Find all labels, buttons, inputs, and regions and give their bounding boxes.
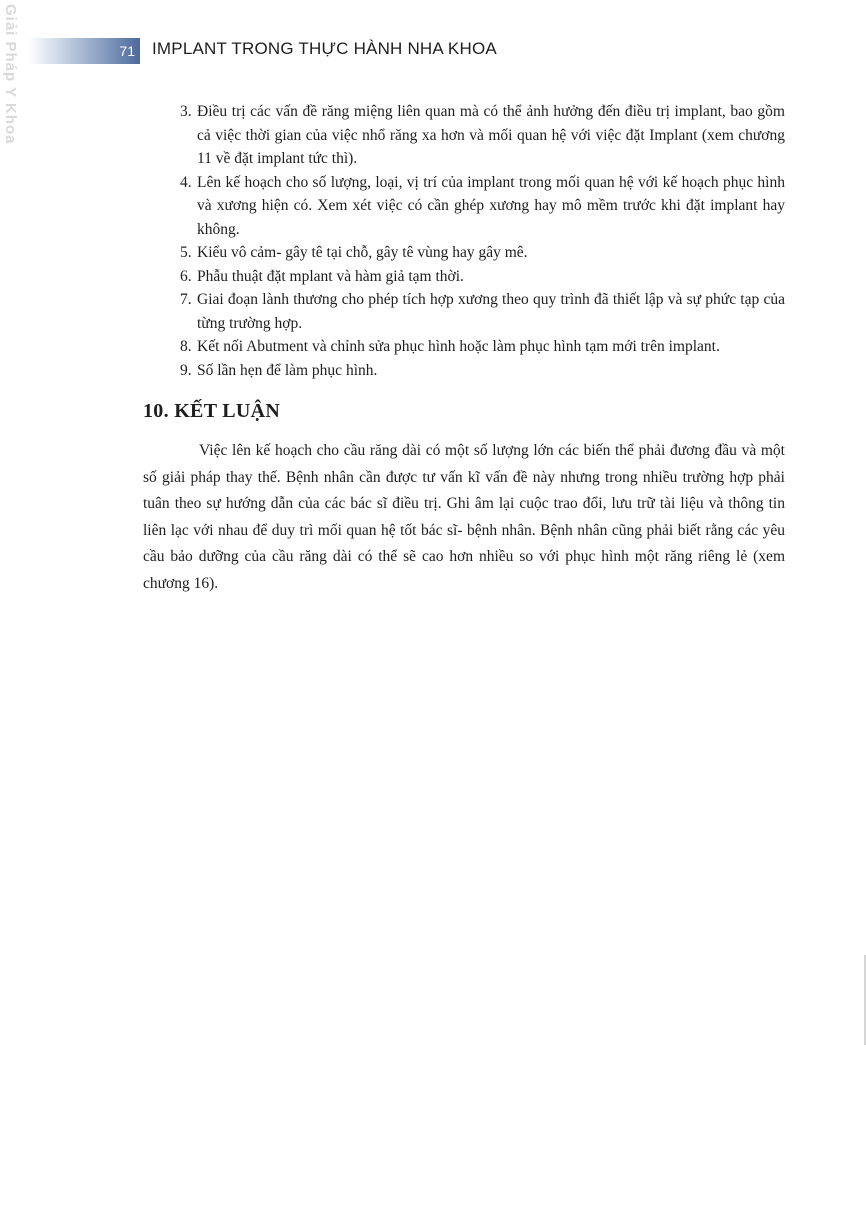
list-item-text: Phẫu thuật đặt mplant và hàm giả tạm thời.: [197, 267, 464, 285]
page-content: [143, 100, 785, 597]
section-paragraph: Việc lên kế hoạch cho cầu răng dài có một số lượng lớn các biến thể phải đương đầu và một số giải pháp thay thế. Bệnh nhân cần được tư vấn kĩ vấn đề này nhưng trong nhiều trường hợp phải tuân theo sự hướng dẫn của các bác sĩ điều trị. Ghi âm lại cuộc trao đổi, lưu trữ tài liệu và thông tin liên lạc với nhau để duy trì mối quan hệ tốt bác sĩ- bệnh nhân. Bệnh nhân cũng phải biết rằng các yêu cầu bảo dưỡng của cầu răng dài có thể sẽ cao hơn nhiều so với phục hình một răng riêng lẻ (xem chương 16).: [143, 442, 785, 592]
section-heading: 10. KẾT LUẬN: [143, 400, 281, 422]
list-item-number: 6.: [180, 267, 192, 285]
list-item-text: Số lần hẹn để làm phục hình.: [197, 361, 378, 379]
list-item: [143, 241, 785, 265]
list-item-text: Kiểu vô cảm- gây tê tại chỗ, gây tê vùng hay gây mê.: [197, 244, 528, 261]
list-item: [143, 265, 785, 289]
list-item: [143, 335, 785, 359]
steps-list: [143, 100, 785, 382]
list-item: [143, 359, 785, 383]
list-item-number: 4.: [180, 173, 192, 191]
list-item: [143, 171, 785, 242]
list-item-number: 8.: [180, 338, 192, 355]
list-item-number: 7.: [180, 291, 192, 308]
list-item-text: Kết nối Abutment và chỉnh sửa phục hình hoặc làm phục hình tạm mới trên implant.: [197, 338, 720, 355]
list-item-text: Lên kế hoạch cho số lượng, loại, vị trí của implant trong mối quan hệ với kế hoạch phục hình và xương hiện có. Xem xét việc có cần ghép xương hay mô mềm trước khi đặt implant hay không.: [197, 173, 785, 238]
list-item-text: Điều trị các vấn đề răng miệng liên quan mà có thể ảnh hưởng đến điều trị implant, bao gồm cả việc thời gian của việc nhổ răng xa hơn và mối quan hệ với việc đặt Implant (xem chương 11 về đặt implant tức thì).: [197, 103, 785, 167]
list-item-number: 3.: [180, 103, 192, 120]
list-item-number: 5.: [180, 244, 192, 261]
running-title: IMPLANT TRONG THỰC HÀNH NHA KHOA: [152, 39, 497, 58]
side-watermark: Giải Pháp Y Khoa: [2, 4, 19, 145]
list-item: [143, 288, 785, 335]
list-item-text: Giai đoạn lành thương cho phép tích hợp xương theo quy trình đã thiết lập và sự phức tạp của từng trường hợp.: [197, 291, 785, 332]
page-number: 71: [119, 43, 135, 59]
list-item: [143, 100, 785, 171]
list-item-number: 9.: [180, 361, 192, 379]
